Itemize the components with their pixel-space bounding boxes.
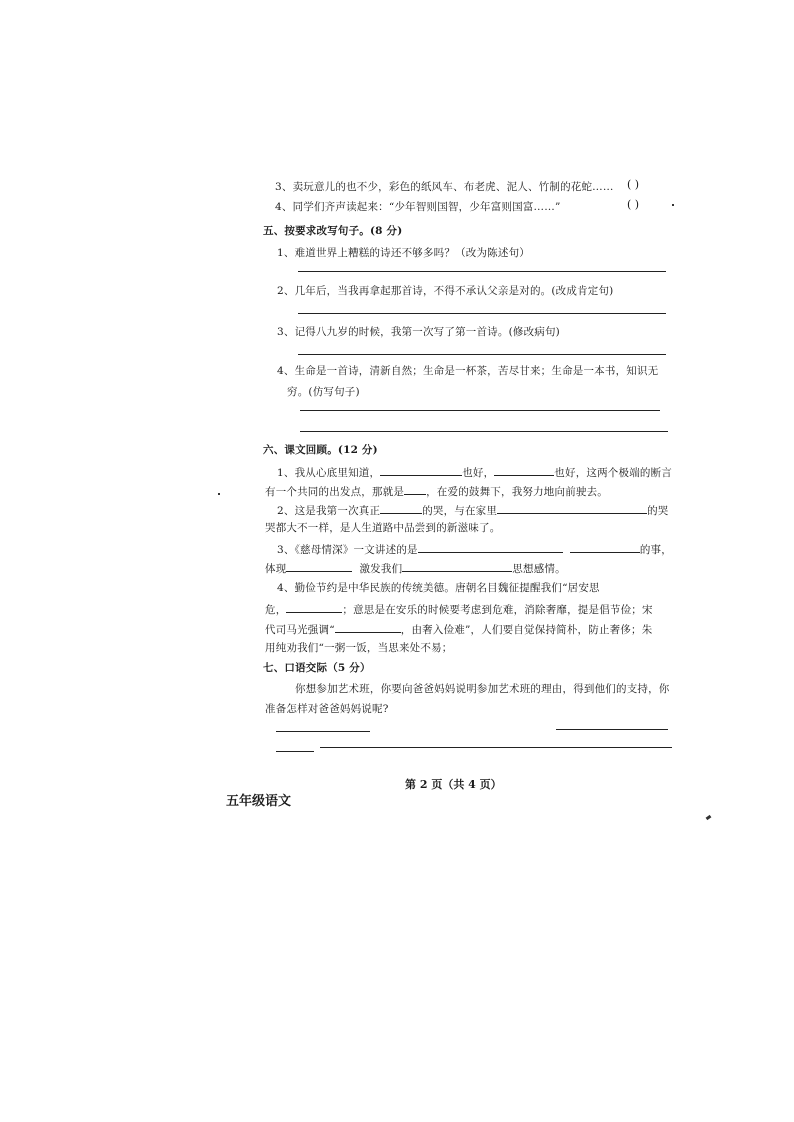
section6-q3-blank-4[interactable] xyxy=(402,560,512,572)
section6-q3-blank-3[interactable] xyxy=(286,560,352,572)
q4-item4-answer-paren[interactable]: ( ) xyxy=(627,198,640,211)
section7-answer-line-1b[interactable] xyxy=(556,729,668,730)
section6-q4-line2-text-a: 危， xyxy=(265,604,287,616)
section6-q2-text-c: 的哭 xyxy=(647,505,669,517)
section5-q3-answer-line[interactable] xyxy=(298,354,666,355)
scan-mark xyxy=(706,815,712,820)
section6-q4-blank-2[interactable] xyxy=(335,621,401,633)
section5-q3: 3、记得八九岁的时候，我第一次写了第一首诗。(修改病句) xyxy=(277,326,560,338)
section5-q4-answer-line-1[interactable] xyxy=(300,410,660,411)
section7-prompt-line1: 你想参加艺术班，你要向爸爸妈妈说明参加艺术班的理由，得到他们的支持，你 xyxy=(295,683,670,695)
section6-q1-line2 xyxy=(265,483,608,499)
section6-q1-blank-3[interactable] xyxy=(404,483,426,495)
section6-q2-line2: 哭都大不一样，是人生道路中品尝到的新滋味了。 xyxy=(265,522,501,534)
section6-q2-text-a: 2、这是我第一次真正 xyxy=(277,505,381,517)
section5-q1-answer-line[interactable] xyxy=(298,271,666,272)
section5-q1: 1、难道世界上糟糕的诗还不够多吗？（改为陈述句） xyxy=(277,247,530,259)
section6-q3-text-a: 3、《慈母情深》一文讲述的是 xyxy=(277,544,418,556)
scan-speck xyxy=(672,204,674,206)
section5-q4-line1: 4、生命是一首诗，清新自然；生命是一杯茶，苦尽甘来；生命是一本书，知识无 xyxy=(277,365,659,377)
scan-speck-left xyxy=(218,493,220,495)
section6-q3-line2 xyxy=(265,560,566,576)
section7-prompt-line2: 准备怎样对爸爸妈妈说呢? xyxy=(265,703,389,715)
section6-q3-blank-1[interactable] xyxy=(418,541,563,553)
section6-q1-text-a: 1、我从心底里知道， xyxy=(277,467,381,479)
q4-item3: 3、卖玩意儿的也不少，彩色的纸风车、布老虎、泥人、竹制的花蛇…… xyxy=(275,181,614,193)
section6-q3-line2-text-a: 体现 xyxy=(265,563,287,575)
section5-q2: 2、几年后，当我再拿起那首诗，不得不承认父亲是对的。(改成肯定句) xyxy=(277,285,614,297)
section6-q4-line2 xyxy=(265,601,653,617)
subject-label: 五年级语文 xyxy=(226,794,292,809)
section6-q2-blank-1[interactable] xyxy=(380,502,422,514)
section5-q4-line2: 穷。(仿写句子) xyxy=(287,386,360,398)
page-number: 第 2 页（共 4 页） xyxy=(405,778,502,791)
section5-q2-answer-line[interactable] xyxy=(298,313,666,314)
section6-q2-blank-2[interactable] xyxy=(497,502,647,514)
section6-q1-text-c: 也好，这两个极端的断言 xyxy=(554,467,672,479)
section6-q2-line1 xyxy=(277,502,669,518)
section6-title: 六、课文回顾。(12 分) xyxy=(263,444,378,456)
section6-q3-line2-text-b: 激发我们 xyxy=(359,563,403,575)
section6-q1-text-b: 也好， xyxy=(462,467,495,479)
section6-q1-line2-text-b: ，在爱的鼓舞下，我努力地向前驶去。 xyxy=(426,486,609,498)
section7-answer-line-2b[interactable] xyxy=(320,747,672,748)
section7-title: 七、口语交际（5 分） xyxy=(263,662,371,674)
section6-q4-line4: 用纯劝我们“一粥一饭，当思来处不易； xyxy=(265,642,453,654)
section6-q1-line2-text: 有一个共同的出发点，那就是 xyxy=(265,486,405,498)
section5-q4-answer-line-2[interactable] xyxy=(300,431,668,432)
section6-q3-text-b: 的事， xyxy=(639,544,672,556)
section5-title: 五、按要求改写句子。(8 分) xyxy=(263,225,403,237)
section6-q1-blank-2[interactable] xyxy=(494,464,554,476)
section7-answer-line-1a[interactable] xyxy=(276,731,370,732)
section6-q4-blank-1[interactable] xyxy=(286,601,342,613)
section6-q4-line3-text-a: 代司马光强调“ xyxy=(265,624,335,636)
section6-q1-blank-1[interactable] xyxy=(380,464,462,476)
section6-q4-line3 xyxy=(265,621,652,637)
section6-q3-blank-2[interactable] xyxy=(570,541,640,553)
section6-q3-line2-text-c: 思想感情。 xyxy=(512,563,566,575)
section6-q4-line3-text-b: ，由奢入俭难”，人们要自觉保持简朴，防止奢侈；朱 xyxy=(400,624,653,636)
section7-answer-line-2a[interactable] xyxy=(276,751,314,752)
q4-item3-answer-paren[interactable]: ( ) xyxy=(627,178,640,191)
section6-q4-line1: 4、勤俭节约是中华民族的传统美德。唐朝名目魏征提醒我们“居安思 xyxy=(277,582,600,594)
q4-item4: 4、同学们齐声读起来：“少年智则国智，少年富则国富……” xyxy=(275,201,561,213)
section6-q2-text-b: 的哭，与在家里 xyxy=(422,505,498,517)
section6-q3-line1 xyxy=(277,541,672,557)
section6-q1-line1 xyxy=(277,464,672,480)
section6-q4-line2-text-b: ；意思是在安乐的时候要考虑到危难，消除奢靡，提是倡节俭；宋 xyxy=(342,604,653,616)
